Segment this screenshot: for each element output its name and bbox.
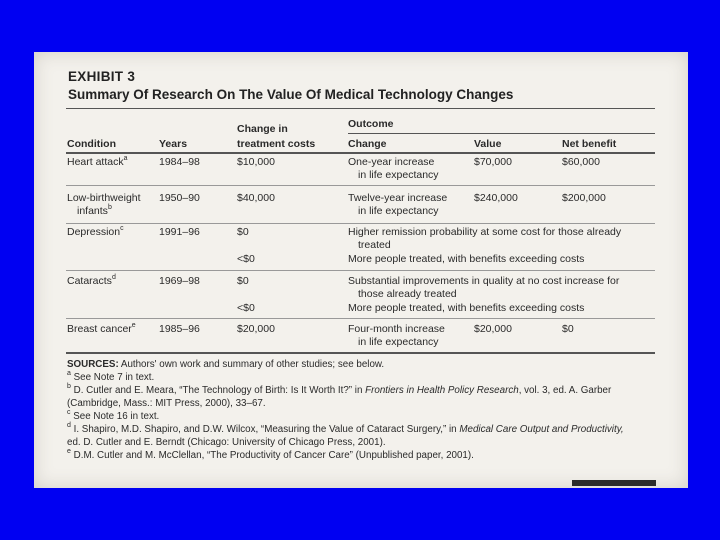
outcome-group-rule (348, 133, 655, 134)
row-divider (66, 185, 655, 186)
source-note-a: $^a$ See Note 7 in text. (67, 370, 155, 383)
header-net-benefit: Net benefit (562, 138, 617, 150)
cell-years: 1985–96 (159, 323, 200, 335)
cell-change-cont: in life expectancy (358, 336, 439, 348)
source-note-b: $^b$ D. Cutler and E. Meara, “The Technology of Birth: Is It Worth It?” in Frontiers in Health Policy Research, vol. 3, ed. A. Garber (67, 383, 612, 396)
source-note-b-cont: (Cambridge, Mass.: MIT Press, 2000), 33–67. (67, 398, 266, 409)
cell-value: $240,000 (474, 192, 518, 204)
header-years: Years (159, 138, 188, 150)
cell-cost-alt: <$0 (237, 302, 255, 314)
cell-change-cont: in life expectancy (358, 169, 439, 181)
cell-condition: Breast cancer$^e$ (67, 322, 136, 335)
sources-line: SOURCES: Authors' own work and summary of other studies; see below. (67, 359, 385, 370)
header-outcome: Outcome (348, 118, 394, 130)
cell-cost: $0 (237, 275, 249, 287)
cell-cost: $10,000 (237, 156, 275, 168)
header-condition: Condition (67, 138, 116, 150)
cell-years: 1950–90 (159, 192, 200, 204)
cell-years: 1984–98 (159, 156, 200, 168)
header-change-line1: Change in (237, 123, 288, 135)
row-divider (66, 318, 655, 319)
cell-cost-alt: <$0 (237, 253, 255, 265)
cell-change: Substantial improvements in quality at no cost increase for (348, 275, 620, 287)
source-note-c: $^c$ See Note 16 in text. (67, 409, 160, 422)
cell-change-cont: those already treated (358, 288, 457, 300)
exhibit-title: Summary Of Research On The Value Of Medical Technology Changes (68, 87, 514, 102)
cell-change: Four-month increase (348, 323, 445, 335)
cell-change-alt: More people treated, with benefits exceeding costs (348, 253, 585, 265)
cell-condition: Low-birthweight (67, 192, 141, 204)
scan-edge-mark (572, 480, 656, 486)
cell-change: One-year increase (348, 156, 435, 168)
source-note-e: $^e$ D.M. Cutler and M. McClellan, “The Productivity of Cancer Care” (Unpublished paper, 2001). (67, 448, 474, 461)
header-value: Value (474, 138, 502, 150)
cell-change: Twelve-year increase (348, 192, 448, 204)
top-rule (66, 108, 655, 109)
header-outcome-change: Change (348, 138, 387, 150)
row-divider (66, 270, 655, 271)
cell-change-cont: treated (358, 239, 391, 251)
row-divider (66, 223, 655, 224)
cell-change-alt: More people treated, with benefits exceeding costs (348, 302, 585, 314)
cell-years: 1969–98 (159, 275, 200, 287)
cell-net: $0 (562, 323, 574, 335)
cell-condition: Depression$^c$ (67, 225, 124, 238)
cell-condition-cont: infants$^b$ (77, 204, 112, 217)
cell-net: $60,000 (562, 156, 600, 168)
header-change-line2: treatment costs (237, 138, 316, 150)
document-page (34, 52, 688, 488)
source-note-d-cont: ed. D. Cutler and E. Berndt (Chicago: University of Chicago Press, 2001). (67, 437, 386, 448)
cell-change: Higher remission probability at some cost for those already (348, 226, 622, 238)
cell-value: $70,000 (474, 156, 512, 168)
cell-years: 1991–96 (159, 226, 200, 238)
cell-change-cont: in life expectancy (358, 205, 439, 217)
cell-net: $200,000 (562, 192, 606, 204)
table-bottom-rule (66, 352, 655, 354)
cell-cost: $20,000 (237, 323, 275, 335)
cell-cost: $40,000 (237, 192, 275, 204)
cell-condition: Heart attack$^a$ (67, 155, 128, 168)
cell-cost: $0 (237, 226, 249, 238)
header-bottom-rule (66, 152, 655, 154)
source-note-d: $^d$ I. Shapiro, M.D. Shapiro, and D.W. Wilcox, “Measuring the Value of Cataract Surgery,” in Medical Care Output and Productivity, (67, 422, 624, 435)
cell-condition: Cataracts$^d$ (67, 274, 116, 287)
cell-value: $20,000 (474, 323, 512, 335)
exhibit-label: EXHIBIT 3 (68, 69, 136, 84)
